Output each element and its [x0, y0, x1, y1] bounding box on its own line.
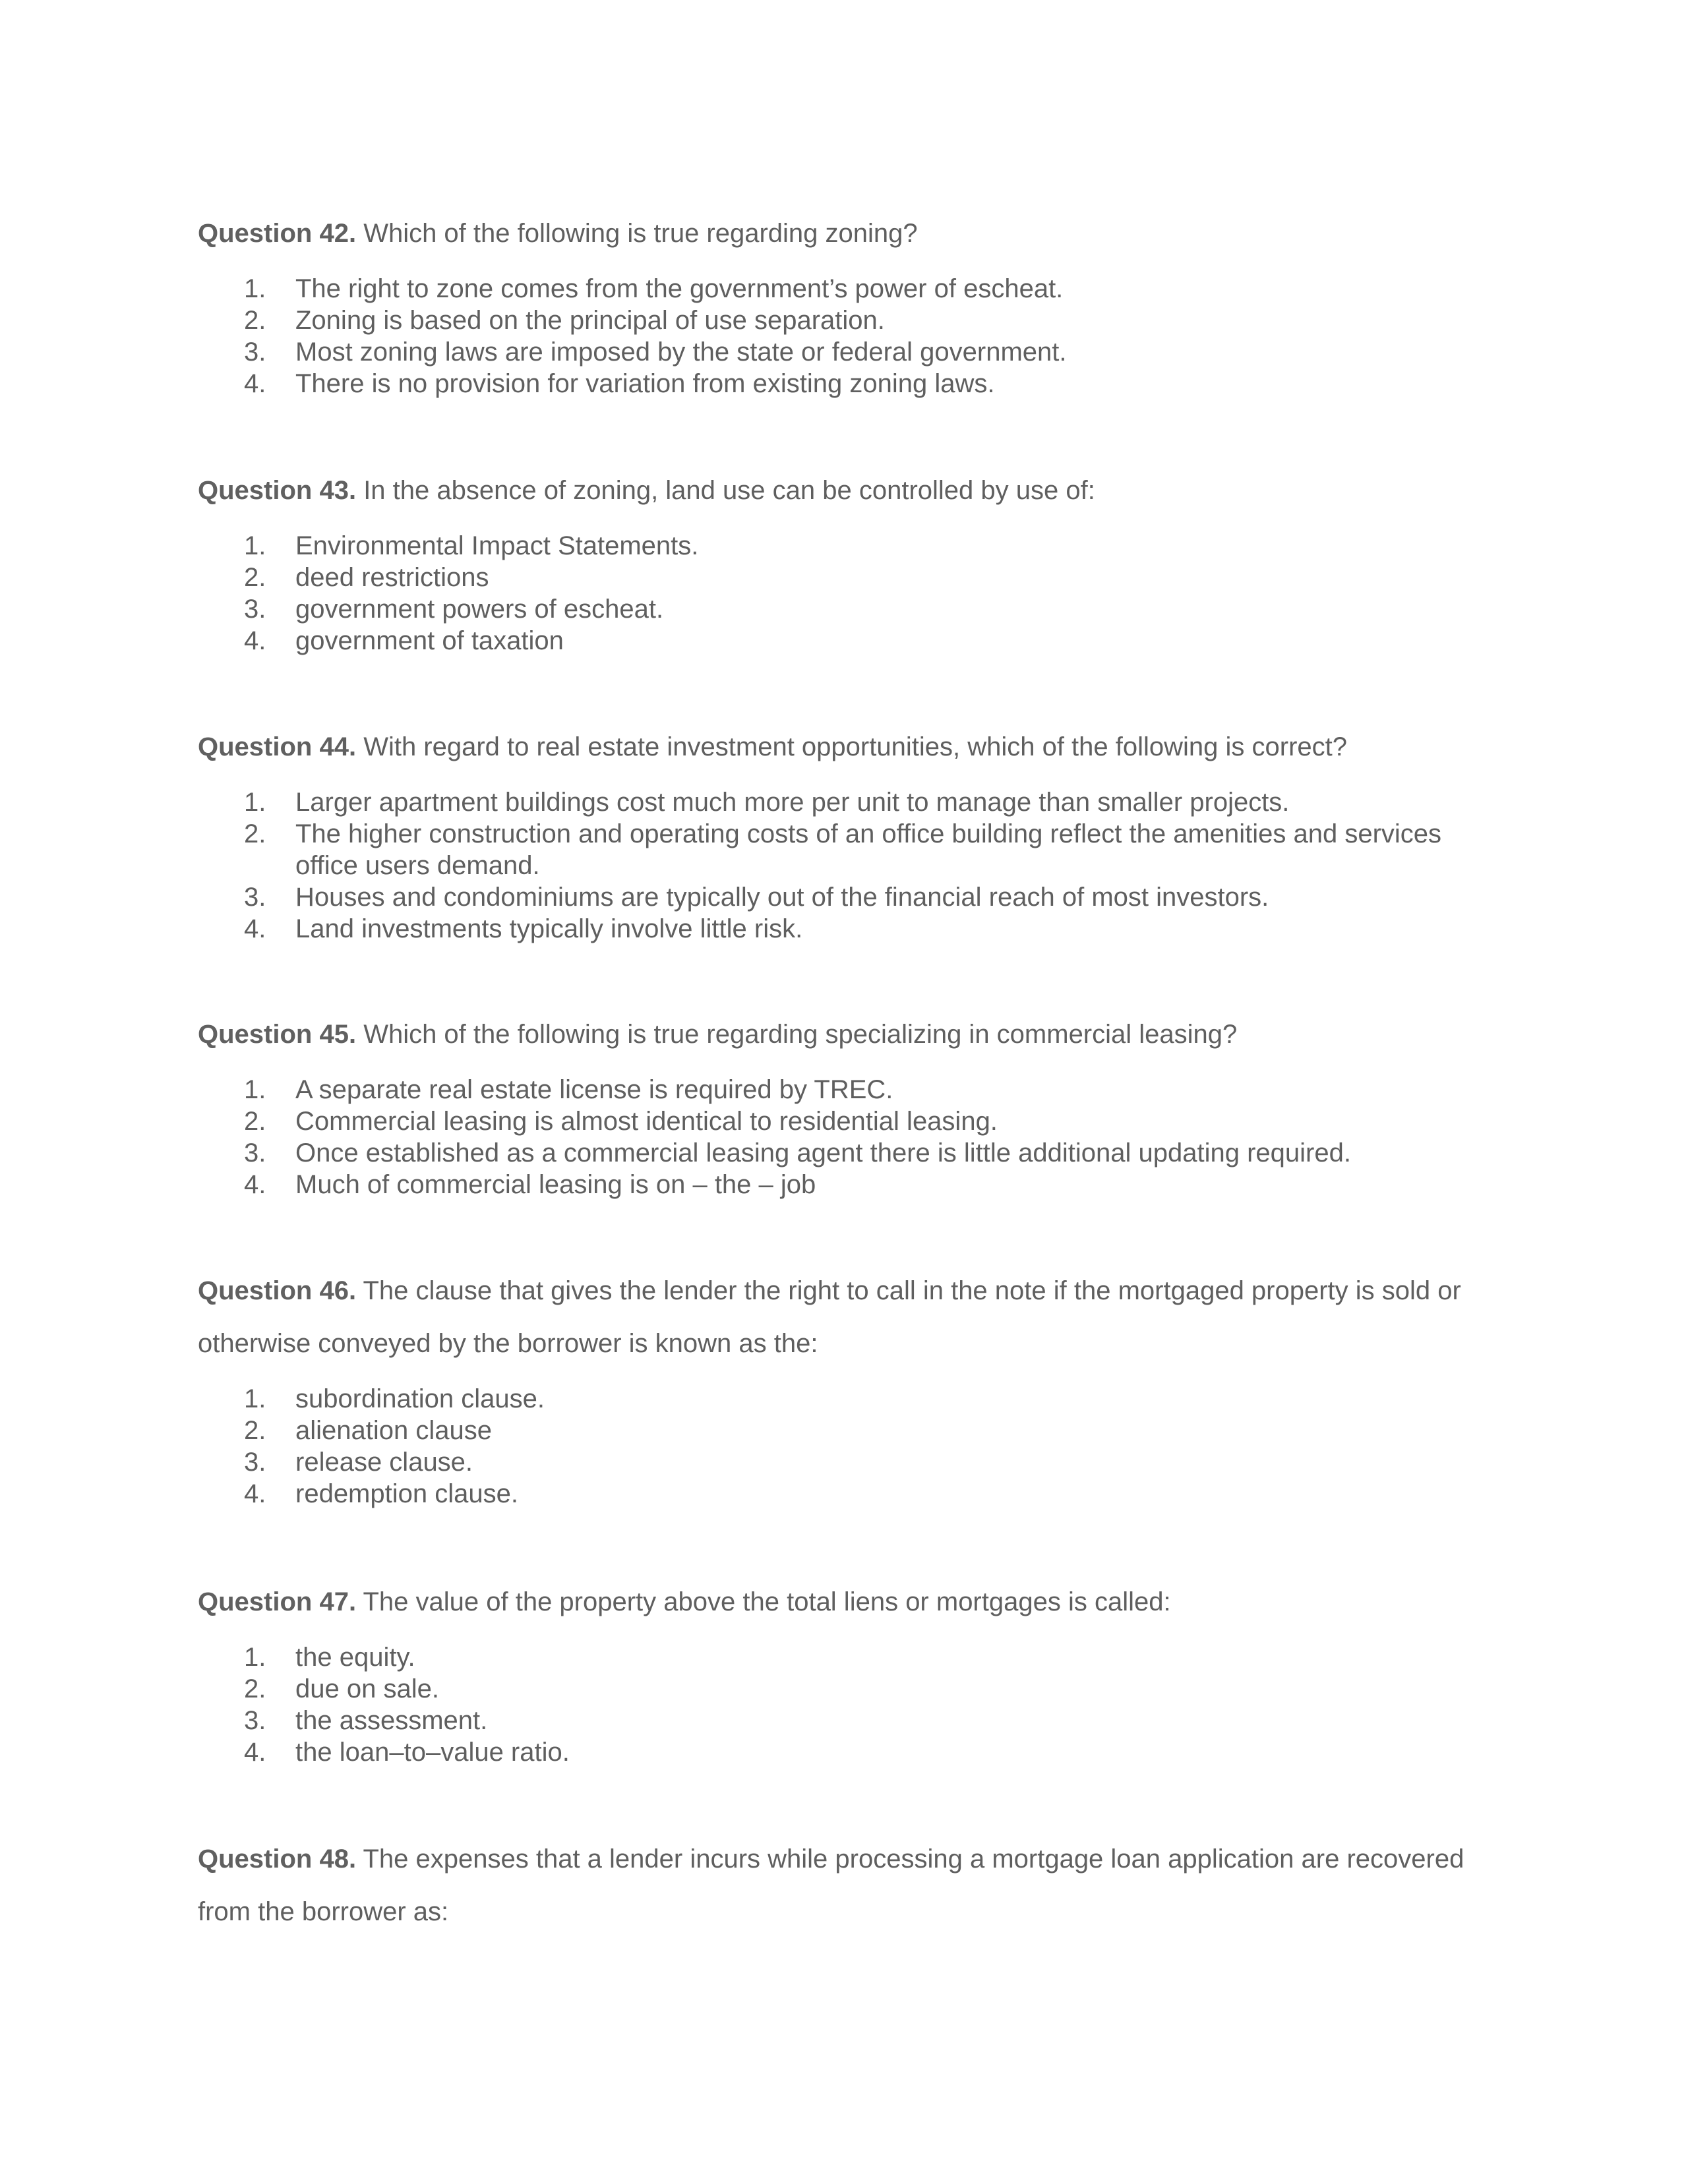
- option-text: The right to zone comes from the government’s power of escheat.: [295, 274, 1064, 303]
- option-number: 3.: [244, 883, 266, 912]
- option-number: 4.: [244, 1479, 266, 1508]
- question-44: [198, 721, 1503, 945]
- answer-option: [198, 1169, 1503, 1200]
- question-text: [198, 464, 1503, 517]
- option-text: Much of commercial leasing is on – the – job: [295, 1170, 816, 1199]
- answer-option: [198, 1106, 1503, 1137]
- option-text: A separate real estate license is required by TREC.: [295, 1075, 893, 1104]
- answer-option: [198, 818, 1503, 881]
- question-prompt: The clause that gives the lender the right to call in the note if the mortgaged property is sold or otherwise conveyed by the borrower is known as the:: [198, 1276, 1461, 1358]
- option-text: due on sale.: [295, 1674, 439, 1703]
- option-text: government of taxation: [295, 626, 564, 655]
- option-number: 4.: [244, 1738, 266, 1767]
- question-number: Question 48.: [198, 1845, 357, 1874]
- question-43: [198, 464, 1503, 657]
- answer-option: [198, 913, 1503, 945]
- answer-options: [198, 786, 1503, 945]
- question-46: [198, 1264, 1503, 1510]
- answer-option: [198, 530, 1503, 562]
- option-number: 1.: [244, 531, 266, 560]
- answer-options: [198, 1641, 1503, 1768]
- question-prompt: The value of the property above the total liens or mortgages is called:: [363, 1587, 1171, 1616]
- option-number: 4.: [244, 626, 266, 655]
- question-number: Question 45.: [198, 1020, 357, 1049]
- answer-option: [198, 1074, 1503, 1106]
- option-text: Larger apartment buildings cost much more per unit to manage than smaller projects.: [295, 788, 1290, 817]
- option-text: redemption clause.: [295, 1479, 518, 1508]
- option-number: 1.: [244, 1075, 266, 1104]
- option-number: 1.: [244, 788, 266, 817]
- question-text: [198, 1576, 1503, 1628]
- question-number: Question 42.: [198, 219, 357, 248]
- option-number: 3.: [244, 1706, 266, 1735]
- option-number: 2.: [244, 1107, 266, 1136]
- question-45: [198, 1008, 1503, 1200]
- question-47: [198, 1576, 1503, 1768]
- answer-option: [198, 336, 1503, 368]
- answer-option: [198, 1641, 1503, 1673]
- option-number: 2.: [244, 819, 266, 848]
- question-number: Question 44.: [198, 732, 357, 761]
- answer-options: [198, 1074, 1503, 1200]
- question-number: Question 46.: [198, 1276, 357, 1305]
- question-text: [198, 1833, 1503, 1938]
- question-text: [198, 207, 1503, 260]
- question-42: [198, 207, 1503, 399]
- option-text: Once established as a commercial leasing agent there is little additional updating required.: [295, 1138, 1351, 1167]
- question-text: [198, 1008, 1503, 1061]
- question-48: [198, 1833, 1503, 1938]
- option-number: 2.: [244, 1674, 266, 1703]
- option-number: 2.: [244, 306, 266, 335]
- question-prompt: The expenses that a lender incurs while processing a mortgage loan application are recovered from the borrower as:: [198, 1845, 1464, 1926]
- answer-option: [198, 1415, 1503, 1446]
- answer-option: [198, 273, 1503, 305]
- option-number: 4.: [244, 369, 266, 398]
- option-text: subordination clause.: [295, 1384, 545, 1413]
- option-text: The higher construction and operating costs of an office building reflect the amenities and services office users demand.: [295, 819, 1442, 880]
- option-number: 2.: [244, 563, 266, 592]
- answer-option: [198, 562, 1503, 593]
- answer-options: [198, 530, 1503, 657]
- option-text: Land investments typically involve little risk.: [295, 914, 803, 943]
- answer-option: [198, 625, 1503, 657]
- answer-options: [198, 273, 1503, 399]
- option-text: Houses and condominiums are typically out of the financial reach of most investors.: [295, 883, 1269, 912]
- answer-options: [198, 1383, 1503, 1510]
- answer-option: [198, 786, 1503, 818]
- answer-option: [198, 1736, 1503, 1768]
- option-text: There is no provision for variation from existing zoning laws.: [295, 369, 995, 398]
- option-number: 1.: [244, 1384, 266, 1413]
- option-text: Zoning is based on the principal of use separation.: [295, 306, 885, 335]
- option-number: 2.: [244, 1416, 266, 1445]
- option-number: 3.: [244, 1138, 266, 1167]
- answer-option: [198, 881, 1503, 913]
- question-prompt: With regard to real estate investment opportunities, which of the following is correct?: [363, 732, 1348, 761]
- answer-option: [198, 1705, 1503, 1736]
- option-text: the equity.: [295, 1643, 415, 1672]
- option-text: Commercial leasing is almost identical to residential leasing.: [295, 1107, 998, 1136]
- answer-option: [198, 1446, 1503, 1478]
- question-prompt: Which of the following is true regarding zoning?: [363, 219, 918, 248]
- answer-option: [198, 1478, 1503, 1510]
- answer-option: [198, 1137, 1503, 1169]
- question-text: [198, 721, 1503, 773]
- option-text: Environmental Impact Statements.: [295, 531, 699, 560]
- option-text: alienation clause: [295, 1416, 492, 1445]
- option-number: 4.: [244, 914, 266, 943]
- option-text: deed restrictions: [295, 563, 489, 592]
- answer-option: [198, 1383, 1503, 1415]
- question-prompt: Which of the following is true regarding specializing in commercial leasing?: [363, 1020, 1238, 1049]
- option-text: government powers of escheat.: [295, 595, 664, 624]
- answer-option: [198, 368, 1503, 399]
- option-number: 4.: [244, 1170, 266, 1199]
- option-number: 3.: [244, 595, 266, 624]
- option-text: the assessment.: [295, 1706, 488, 1735]
- question-text: [198, 1264, 1503, 1370]
- option-number: 1.: [244, 274, 266, 303]
- option-text: release clause.: [295, 1448, 473, 1477]
- answer-option: [198, 305, 1503, 336]
- question-number: Question 43.: [198, 476, 357, 505]
- option-text: Most zoning laws are imposed by the state or federal government.: [295, 338, 1067, 367]
- option-number: 1.: [244, 1643, 266, 1672]
- question-number: Question 47.: [198, 1587, 357, 1616]
- option-text: the loan–to–value ratio.: [295, 1738, 570, 1767]
- option-number: 3.: [244, 338, 266, 367]
- option-number: 3.: [244, 1448, 266, 1477]
- answer-option: [198, 593, 1503, 625]
- answer-option: [198, 1673, 1503, 1705]
- question-prompt: In the absence of zoning, land use can be controlled by use of:: [363, 476, 1095, 505]
